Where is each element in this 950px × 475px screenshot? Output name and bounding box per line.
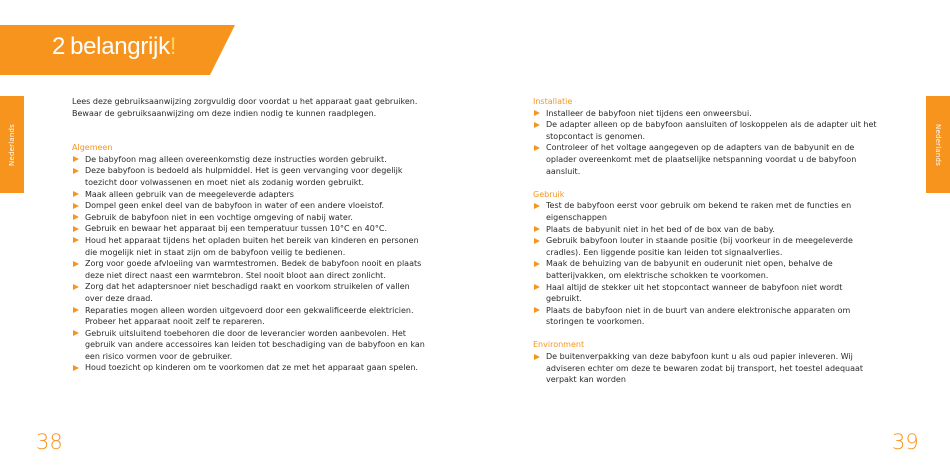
right-column xyxy=(533,96,878,386)
intro-text: Lees deze gebruiksaanwijzing zorgvuldig door voordat u het apparaat gaat gebruiken. Bewaar de gebruiksaanwijzing om deze indien nodig te kunnen raadplegen. xyxy=(72,97,418,118)
heading-installatie: Installatie xyxy=(533,97,573,106)
page-title xyxy=(52,33,176,61)
list-item: Gebruik en bewaar het apparaat bij een temperatuur tussen 10°C en 40°C. xyxy=(72,223,427,235)
list-item: Houd het apparaat tijdens het opladen buiten het bereik van kinderen en personen die mogelijk niet in staat zijn om de babyfoon veilig te bedienen. xyxy=(72,235,427,258)
heading-environment: Environment xyxy=(533,340,585,350)
language-tab-label: Nederlands xyxy=(934,123,942,166)
list-item: Plaats de babyfoon niet in de buurt van andere elektronische apparaten om storingen te voorkomen. xyxy=(533,305,878,328)
list-item: Plaats de babyunit niet in het bed of de box van de baby. xyxy=(533,224,878,236)
list-item: Controleer of het voltage aangegeven op de adapters van de babyunit en de oplader overeenkomt met de plaatselijke netspanning voordat u de babyfoon aansluit. xyxy=(533,142,878,177)
list-item: Haal altijd de stekker uit het stopcontact wanneer de babyfoon niet wordt gebruikt. xyxy=(533,282,878,305)
list-environment xyxy=(533,351,878,386)
language-tab-label: Nederlands xyxy=(8,123,16,166)
list-item: Gebruik uitsluitend toebehoren die door de leverancier worden aanbevolen. Het gebruik van andere accessoires kan leiden tot beschadiging van de babyfoon en kan een risico vormen voor de gebruiker. xyxy=(72,328,427,363)
list-item: Houd toezicht op kinderen om te voorkomen dat ze met het apparaat gaan spelen. xyxy=(72,362,427,374)
list-installatie xyxy=(533,108,878,178)
list-item: Reparaties mogen alleen worden uitgevoerd door een gekwalificeerde elektricien. Probeer het apparaat nooit zelf te repareren. xyxy=(72,305,427,328)
language-tab-left xyxy=(0,96,24,193)
list-item: Zorg dat het adaptersnoer niet beschadigd raakt en voorkom struikelen of vallen over deze draad. xyxy=(72,281,427,304)
list-item: De buitenverpakking van deze babyfoon kunt u als oud papier inleveren. Wij adviseren echter om deze te bewaren zodat bij transport, het toestel adequaat verpakt kan worden xyxy=(533,351,878,386)
list-item: Dompel geen enkel deel van de babyfoon in water of een andere vloeistof. xyxy=(72,200,427,212)
list-item: De babyfoon mag alleen overeenkomstig deze instructies worden gebruikt. xyxy=(72,154,427,166)
page-number-right: 39 xyxy=(892,430,919,454)
list-item: Deze babyfoon is bedoeld als hulpmiddel. Het is geen vervanging voor degelijk toezicht door volwassenen en moet niet als zodanig worden gebruikt. xyxy=(72,165,427,188)
language-tab-right xyxy=(926,96,950,193)
list-algemeen xyxy=(72,154,427,374)
section-title: belangrijk xyxy=(70,33,170,60)
list-item: Zorg voor goede afvloeiing van warmtestromen. Bedek de babyfoon nooit en plaats deze niet direct naast een warmtebron. Stel nooit bloot aan direct zonlicht. xyxy=(72,258,427,281)
section-number: 2 xyxy=(52,33,66,60)
list-item: De adapter alleen op de babyfoon aansluiten of loskoppelen als de adapter uit het stopcontact is genomen. xyxy=(533,119,878,142)
list-gebruik xyxy=(533,200,878,328)
list-item: Test de babyfoon eerst voor gebruik om bekend te raken met de functies en eigenschappen xyxy=(533,200,878,223)
list-item: Gebruik de babyfoon niet in een vochtige omgeving of nabij water. xyxy=(72,212,427,224)
list-item: Gebruik babyfoon louter in staande positie (bij voorkeur in de meegeleverde cradles). Een liggende positie kan leiden tot signaalverlies. xyxy=(533,235,878,258)
left-column xyxy=(72,96,427,374)
heading-algemeen: Algemeen xyxy=(72,143,113,153)
page-number-left: 38 xyxy=(36,430,63,454)
title-exclamation: ! xyxy=(169,33,177,60)
list-item: Installeer de babyfoon niet tijdens een onweersbui. xyxy=(533,108,878,120)
list-item: Maak alleen gebruik van de meegeleverde adapters xyxy=(72,189,427,201)
list-item: Maak de behuizing van de babyunit en ouderunit niet open, behalve de batterijvakken, om elektrische schokken te voorkomen. xyxy=(533,258,878,281)
heading-gebruik: Gebruik xyxy=(533,189,565,199)
